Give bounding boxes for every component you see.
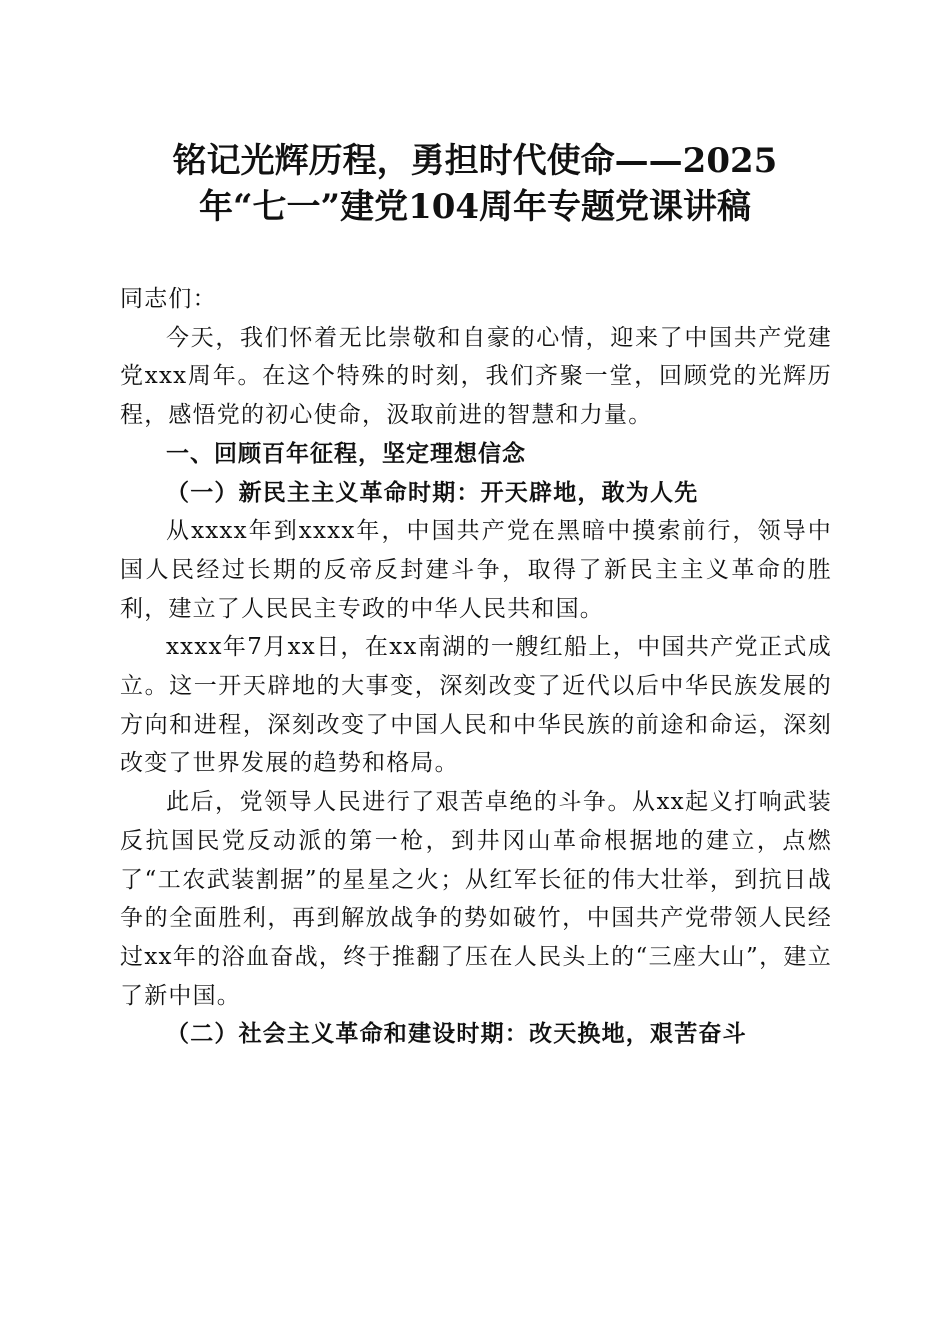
subsection-1-paragraph-3: 此后，党领导人民进行了艰苦卓绝的斗争。从xx起义打响武装反抗国民党反动派的第一枪，到井冈山革命根据地的建立，点燃了“工农武装割据”的星星之火；从红军长征的伟大壮举，到抗日战争的全面胜利，再到解放战争的势如破竹，中国共产党带领人民经过xx年的浴血奋战，终于推翻了压在人民头上的“三座大山”，建立了新中国。: [120, 789, 832, 1009]
subsection-1-heading: （一）新民主主义革命时期：开天辟地，敢为人先: [166, 478, 699, 506]
salutation: 同志们：: [120, 286, 217, 312]
subsection-1-paragraph-2: xxxx年7月xx日，在xx南湖的一艘红船上，中国共产党正式成立。这一开天辟地的大事变，深刻改变了近代以后中华民族发展的方向和进程，深刻改变了中国人民和中华民族的前途和命运，深刻改变了世界发展的趋势和格局。: [120, 634, 832, 777]
title-line-1: 铭记光辉历程，勇担时代使命——2025: [172, 141, 778, 181]
section-1-heading: 一、回顾百年征程，坚定理想信念: [166, 440, 526, 467]
subsection-2-heading: （二）社会主义革命和建设时期：改天换地，艰苦奋斗: [166, 1020, 747, 1048]
document-title: [120, 138, 830, 230]
intro-paragraph: 今天，我们怀着无比崇敬和自豪的心情，迎来了中国共产党建党xxx周年。在这个特殊的时刻，我们齐聚一堂，回顾党的光辉历程，感悟党的初心使命，汲取前进的智慧和力量。: [120, 324, 832, 429]
document-body: [120, 280, 832, 1054]
subsection-1-paragraph-1: 从xxxx年到xxxx年，中国共产党在黑暗中摸索前行，领导中国人民经过长期的反帝反封建斗争，取得了新民主主义革命的胜利，建立了人民民主专政的中华人民共和国。: [120, 518, 832, 622]
title-line-2: 年“七一”建党104周年专题党课讲稿: [198, 187, 752, 227]
